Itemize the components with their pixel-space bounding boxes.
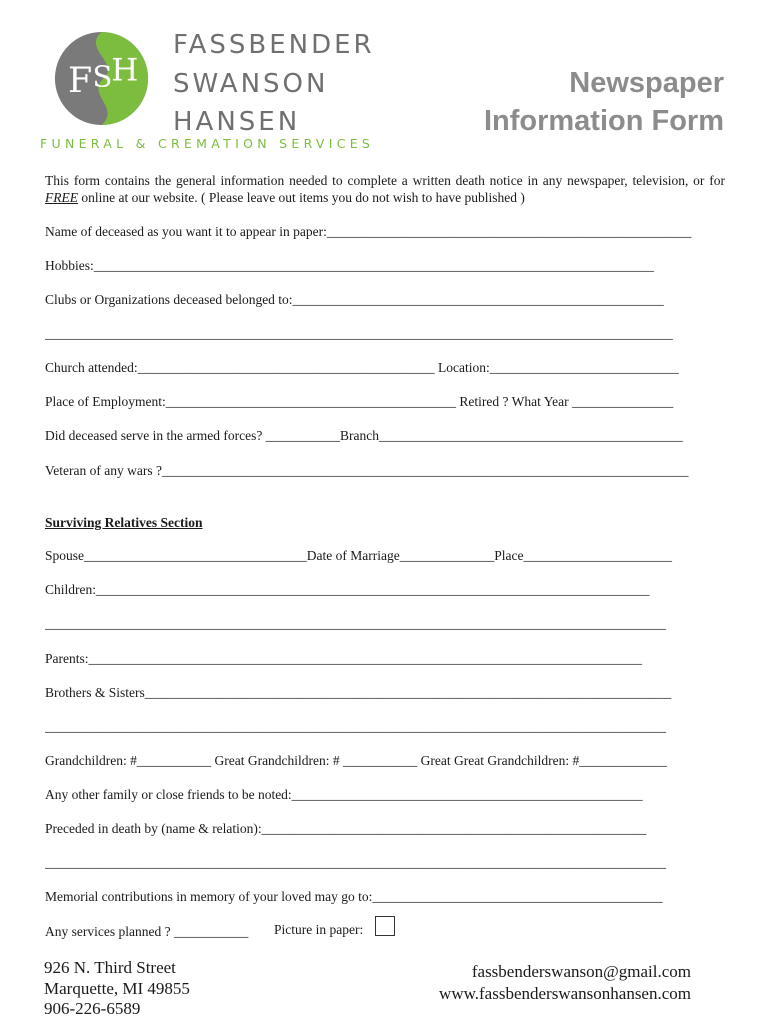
intro-text-end: online at our website. ( Please leave out items you do not wish to have published ) xyxy=(78,190,525,205)
company-name-line-1: FASSBENDER xyxy=(173,30,375,60)
company-tagline: FUNERAL & CREMATION SERVICES xyxy=(40,136,375,151)
address-city: Marquette, MI 49855 xyxy=(44,978,190,998)
phone-number: 906-226-6589 xyxy=(44,999,141,1018)
company-name-line-2: SWANSON xyxy=(173,68,329,99)
field-church[interactable]: Church attended:____________________________________________ Location:____________________________ xyxy=(45,360,679,375)
field-preceded-in-death[interactable]: Preceded in death by (name & relation):_________________________________________________________ xyxy=(45,821,647,836)
field-other-family[interactable]: Any other family or close friends to be noted:____________________________________________________ xyxy=(45,787,643,802)
company-logo xyxy=(53,30,150,127)
field-employment[interactable]: Place of Employment:___________________________________________ Retired ? What Year _______________ xyxy=(45,394,674,409)
logo-letter-s: S xyxy=(92,59,113,94)
picture-in-paper-checkbox[interactable] xyxy=(375,916,395,936)
form-title-line-1: Newspaper xyxy=(569,67,724,99)
form-title-line-2: Information Form xyxy=(483,105,724,137)
field-memorial[interactable]: Memorial contributions in memory of your loved may go to:___________________________________________ xyxy=(45,889,663,904)
footer-contact xyxy=(439,961,691,1005)
field-children-continued[interactable]: ____________________________________________________________________________________________ xyxy=(45,616,666,631)
logo-letter-h: H xyxy=(111,52,139,89)
intro-paragraph xyxy=(45,172,725,206)
field-spouse[interactable]: Spouse_________________________________Date of Marriage______________Place______________________ xyxy=(45,548,672,563)
company-name-line-3: HANSEN xyxy=(173,107,301,137)
field-services[interactable]: Any services planned ? ___________ xyxy=(45,924,249,939)
intro-text-start: This form contains the general information needed to complete a written death notice in any newspaper, television, or for xyxy=(45,173,725,188)
logo-letter-f: F xyxy=(68,61,93,102)
section-heading-relatives: Surviving Relatives Section xyxy=(45,515,203,530)
field-hobbies[interactable]: Hobbies:___________________________________________________________________________________ xyxy=(45,258,654,273)
picture-in-paper-label: Picture in paper: xyxy=(274,922,364,937)
form-title xyxy=(484,64,724,140)
field-clubs-continued[interactable]: _____________________________________________________________________________________________ xyxy=(45,326,673,341)
field-siblings-continued[interactable]: ____________________________________________________________________________________________ xyxy=(45,719,666,734)
footer-address xyxy=(44,958,190,1020)
field-clubs[interactable]: Clubs or Organizations deceased belonged to:_______________________________________________________ xyxy=(45,292,664,307)
field-siblings[interactable]: Brothers & Sisters______________________________________________________________________________ xyxy=(45,685,672,700)
field-name-of-deceased[interactable]: Name of deceased as you want it to appear in paper:______________________________________________________ xyxy=(45,224,692,239)
field-parents[interactable]: Parents:__________________________________________________________________________________ xyxy=(45,651,642,666)
field-children[interactable]: Children:__________________________________________________________________________________ xyxy=(45,582,650,597)
field-preceded-continued[interactable]: ____________________________________________________________________________________________ xyxy=(45,855,666,870)
website-link[interactable]: www.fassbenderswansonhansen.com xyxy=(439,984,691,1003)
intro-free: FREE xyxy=(45,190,78,205)
field-veteran[interactable]: Veteran of any wars ?______________________________________________________________________________ xyxy=(45,463,689,478)
email-address[interactable]: fassbenderswanson@gmail.com xyxy=(471,962,691,981)
address-street: 926 N. Third Street xyxy=(44,958,176,977)
company-name xyxy=(173,26,375,142)
field-grandchildren[interactable]: Grandchildren: #___________ Great Grandchildren: # ___________ Great Great Grandchildren: #_____________ xyxy=(45,753,667,768)
field-armed-forces[interactable]: Did deceased serve in the armed forces? ___________Branch_____________________________________________ xyxy=(45,428,683,443)
